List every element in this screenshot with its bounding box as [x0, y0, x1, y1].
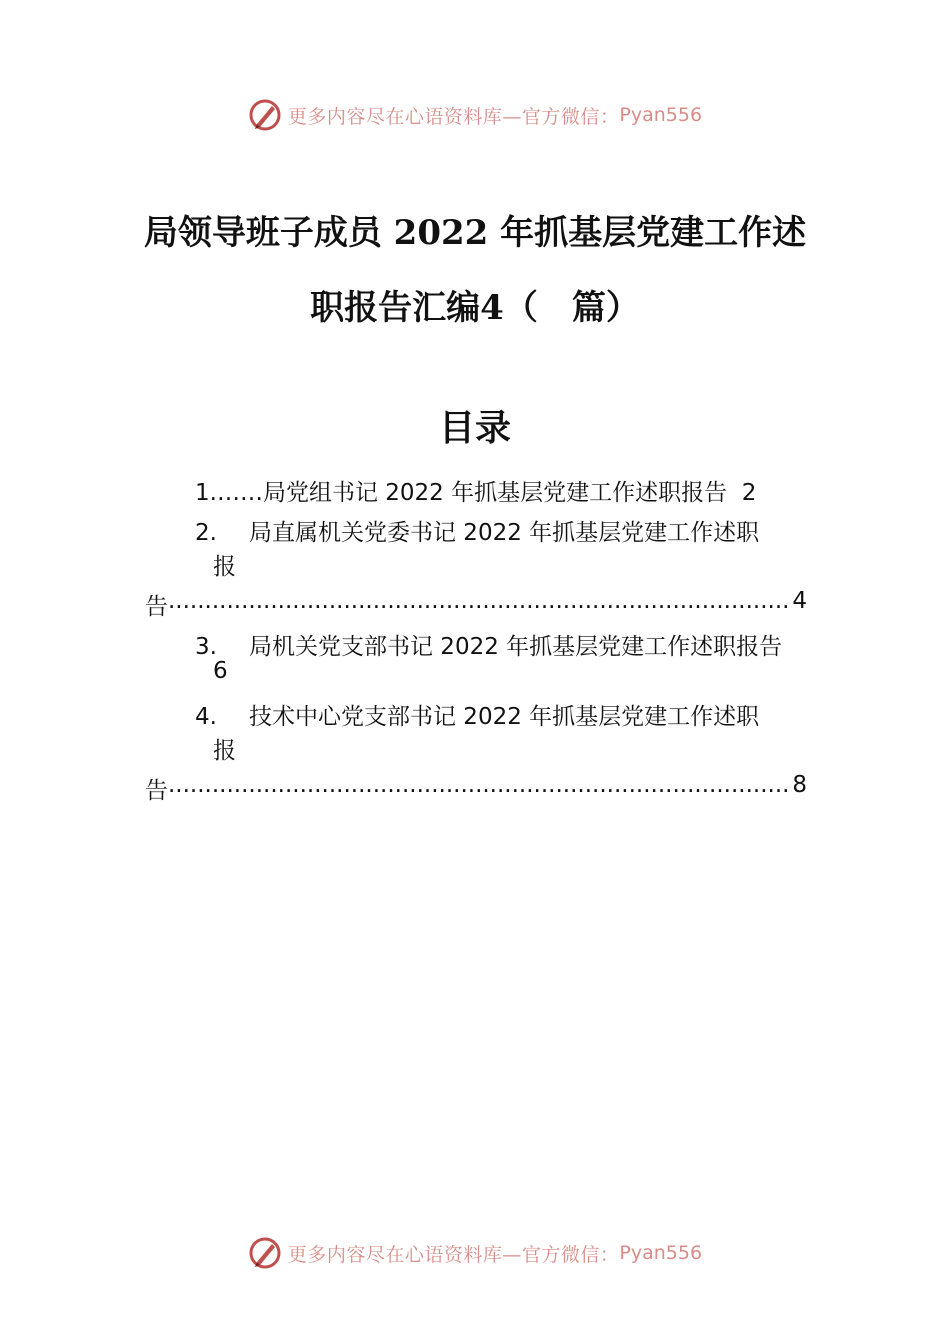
- toc-dot-leader: [168, 772, 792, 805]
- toc-entry-2-leader-line[interactable]: [145, 588, 807, 621]
- toc-entry-3-continued[interactable]: [213, 658, 228, 684]
- toc-entry-page: 6: [213, 658, 228, 684]
- toc-entry-title: 告: [145, 594, 168, 620]
- toc-entry-title: 报: [213, 554, 236, 580]
- banner-wechat-id: Pyan556: [619, 104, 703, 126]
- toc-entry-number: 1.: [195, 480, 217, 506]
- toc-entry-title: 报: [213, 738, 236, 764]
- toc-entry-title: 局党组书记 2022 年抓基层党建工作述职报告: [262, 480, 728, 506]
- toc-entry-leader: ……: [216, 480, 263, 506]
- toc-entry-title: 技术中心党支部书记 2022 年抓基层党建工作述职: [249, 704, 760, 730]
- footer-banner: [0, 1233, 950, 1273]
- toc-entry-number: 3.: [195, 634, 217, 660]
- toc-heading: 目录: [438, 407, 511, 449]
- pen-logo-icon: [248, 1236, 282, 1270]
- toc-entry-page: 2: [741, 480, 757, 506]
- header-banner: [0, 95, 950, 135]
- toc-entry-page: 4: [792, 588, 807, 614]
- toc-entry-4-leader-line[interactable]: [145, 772, 807, 805]
- document-title-line1: 局领导班子成员 2022 年抓基层党建工作述: [143, 213, 807, 253]
- toc-entry-page: 8: [792, 772, 807, 798]
- toc-entry-title: 局直属机关党委书记 2022 年抓基层党建工作述职: [249, 520, 760, 546]
- toc-entry-1[interactable]: [195, 474, 756, 507]
- toc-entry-number: 2.: [195, 520, 217, 546]
- banner-text: 更多内容尽在心语资料库—官方微信：: [287, 1243, 620, 1266]
- banner-wechat-id: Pyan556: [619, 1242, 703, 1264]
- toc-entry-4-continued[interactable]: [213, 732, 236, 765]
- toc-entry-2-continued[interactable]: [213, 548, 236, 581]
- toc-entry-4[interactable]: [195, 698, 759, 731]
- toc-dot-leader: [168, 588, 792, 621]
- toc-entry-2[interactable]: [195, 514, 759, 547]
- toc-entry-title: 局机关党支部书记 2022 年抓基层党建工作述职报告: [249, 634, 783, 660]
- toc-entry-title: 告: [145, 778, 168, 804]
- banner-text: 更多内容尽在心语资料库—官方微信：: [287, 105, 620, 128]
- toc-entry-number: 4.: [195, 704, 217, 730]
- toc-entry-3[interactable]: [195, 628, 782, 661]
- document-title-line2: 职报告汇编4（ 篇）: [310, 288, 640, 328]
- pen-logo-icon: [248, 98, 282, 132]
